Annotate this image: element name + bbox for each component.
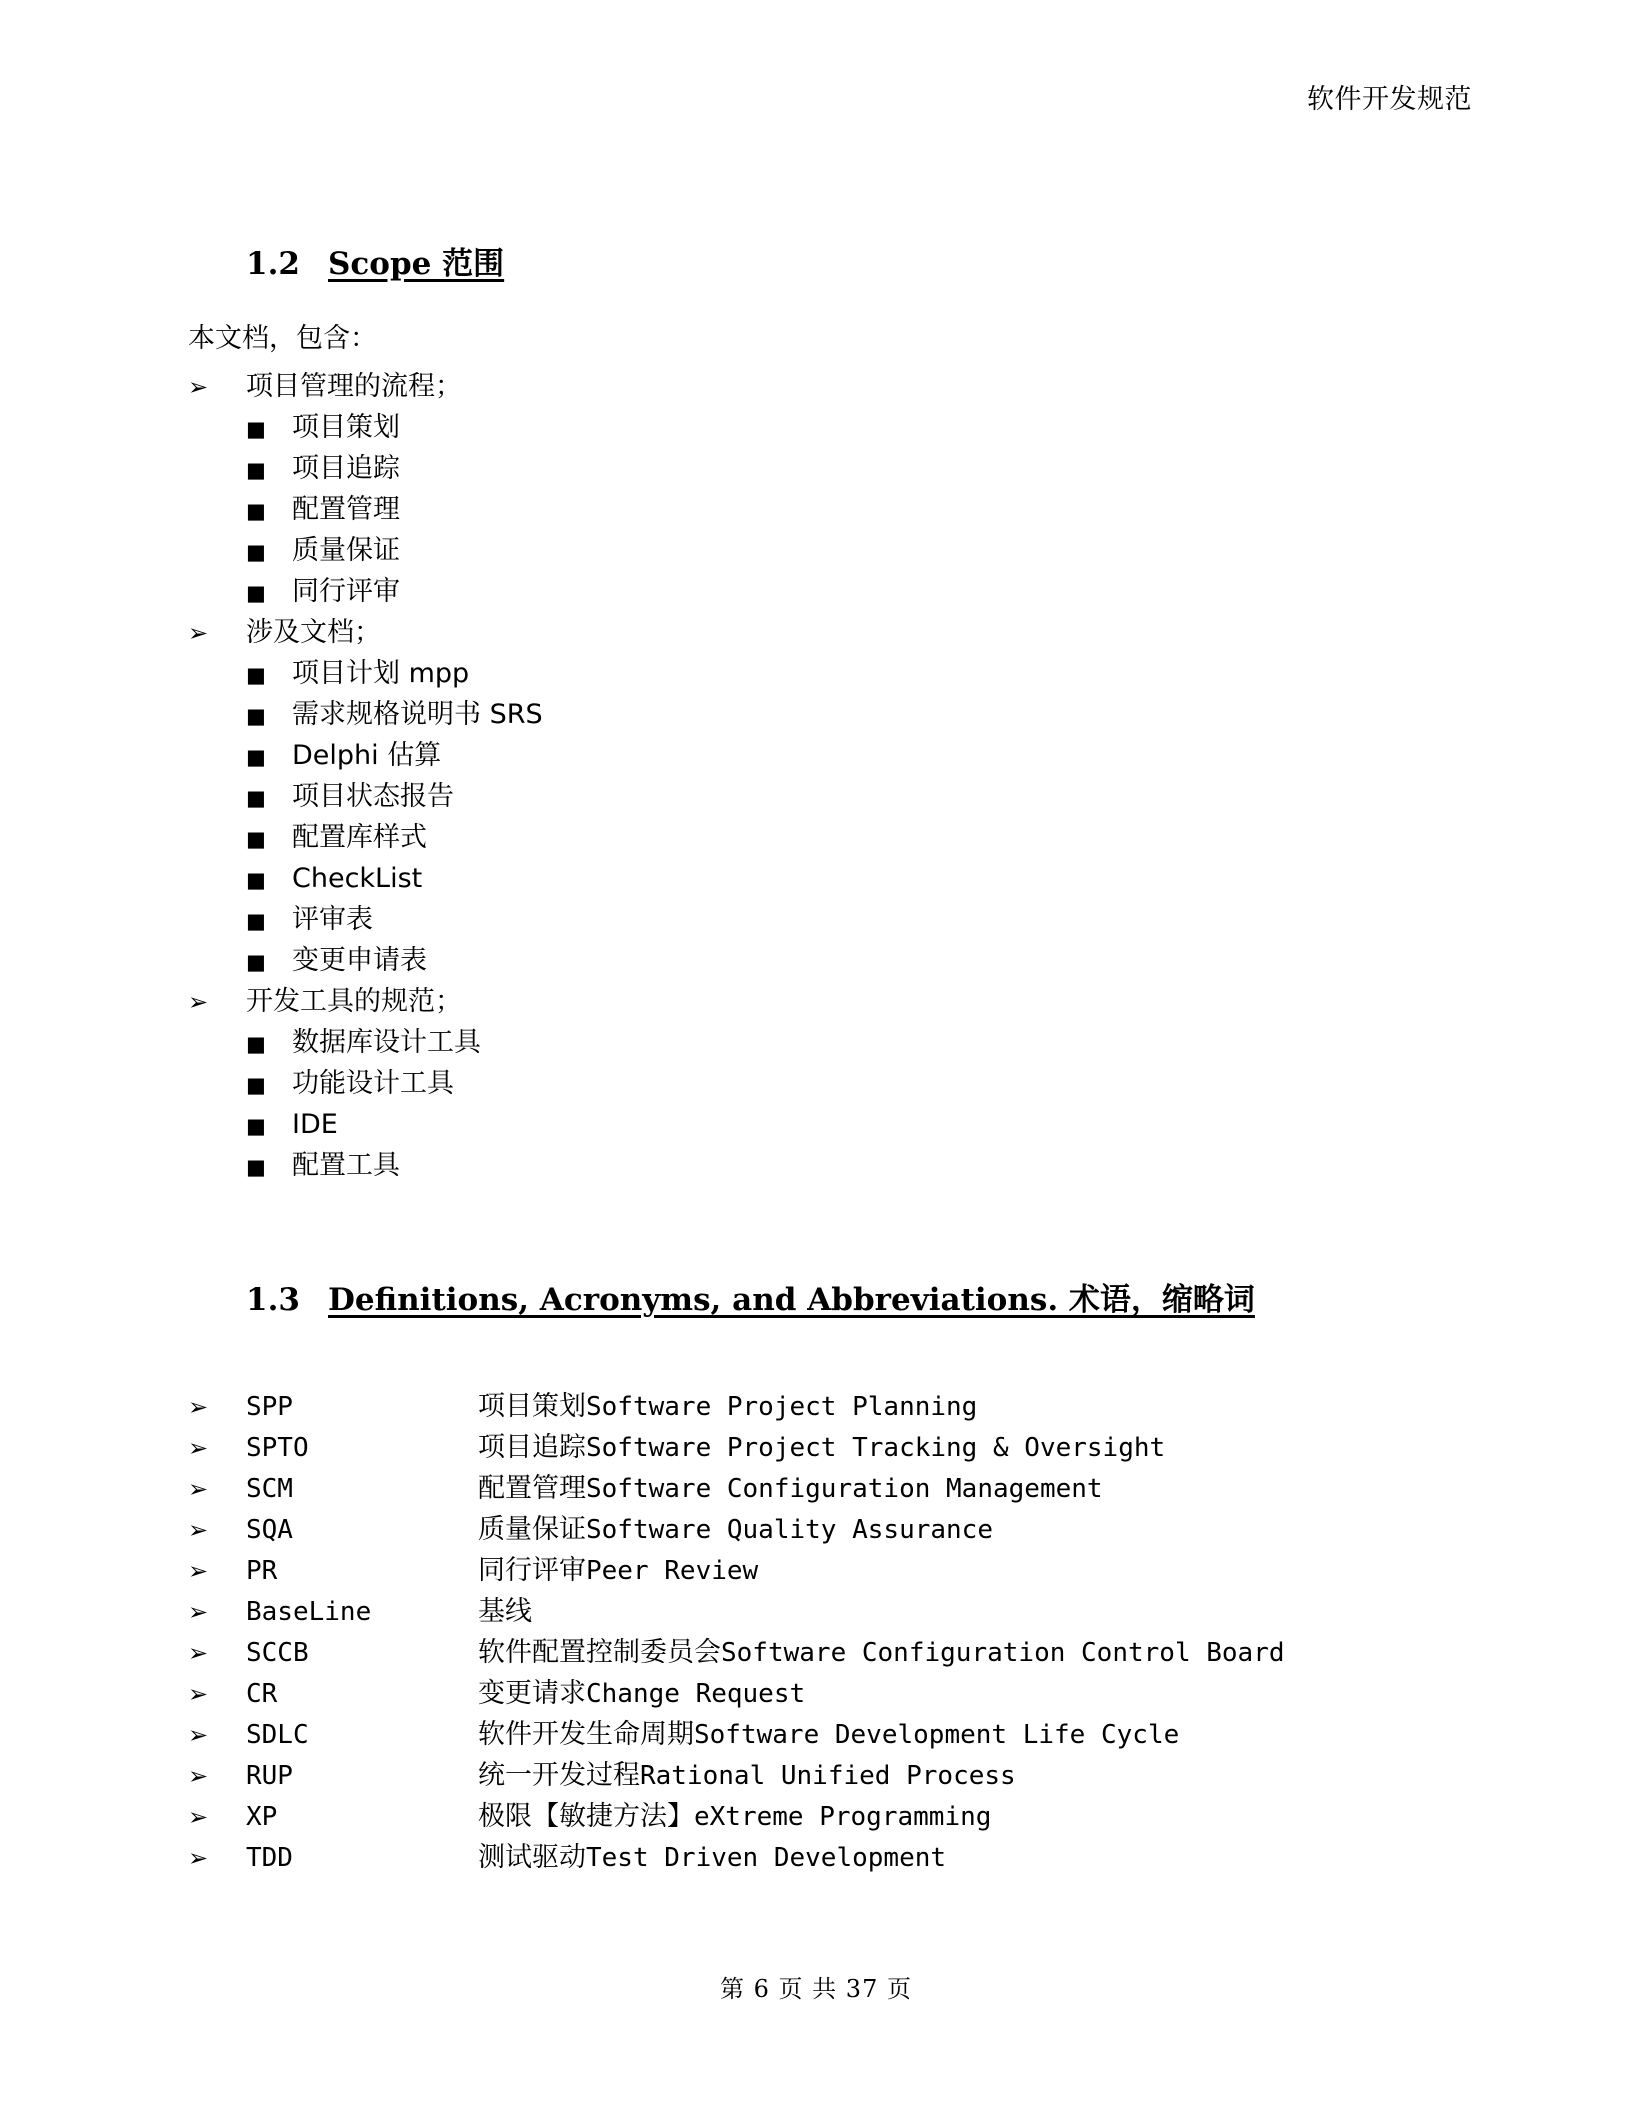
definition-row [188, 1468, 1488, 1509]
definition-meaning-cn: 质量保证 [478, 1514, 586, 1545]
definition-row [188, 1591, 1488, 1632]
page-footer: 第 6 页 共 37 页 [720, 1975, 912, 2003]
scope-item [188, 776, 1388, 817]
definition-meaning-cn: 项目策划 [478, 1391, 586, 1422]
scope-item [188, 817, 1388, 858]
arrow-bullet-icon: ➢ [188, 1639, 209, 1667]
scope-item-label: 项目计划 mpp [292, 658, 470, 689]
definition-row [188, 1632, 1488, 1673]
definition-meaning [478, 1796, 991, 1838]
square-bullet-icon: ■ [246, 827, 266, 851]
definition-meaning-cn: 基线 [478, 1596, 532, 1627]
square-bullet-icon: ■ [246, 458, 266, 482]
scope-item-label: 项目追踪 [292, 453, 400, 484]
definition-meaning-cn: 统一开发过程 [478, 1760, 640, 1791]
square-bullet-icon: ■ [246, 868, 266, 892]
definition-meaning [478, 1673, 805, 1715]
square-bullet-icon: ■ [246, 581, 266, 605]
definition-meaning [478, 1632, 1285, 1674]
square-bullet-icon: ■ [246, 499, 266, 523]
definition-meaning [478, 1755, 1016, 1797]
arrow-bullet-icon: ➢ [188, 1598, 209, 1626]
definition-row [188, 1755, 1488, 1796]
arrow-bullet-icon: ➢ [188, 619, 209, 647]
definition-meaning [478, 1837, 946, 1879]
heading-scope-title: Scope 范围 [328, 246, 505, 282]
definition-meaning-cn: 测试驱动 [478, 1842, 586, 1873]
scope-item-label: 数据库设计工具 [292, 1027, 481, 1058]
scope-item [188, 1022, 1388, 1063]
arrow-bullet-icon: ➢ [188, 1680, 209, 1708]
scope-item-label: 功能设计工具 [292, 1068, 454, 1099]
definition-row [188, 1837, 1488, 1878]
arrow-bullet-icon: ➢ [188, 1803, 209, 1831]
definitions-list [188, 1386, 1488, 1878]
arrow-bullet-icon: ➢ [188, 1557, 209, 1585]
definition-meaning-cn: 极限【敏捷方法】 [478, 1801, 694, 1832]
scope-item [188, 489, 1388, 530]
square-bullet-icon: ■ [246, 540, 266, 564]
definition-row [188, 1673, 1488, 1714]
definition-meaning-cn: 配置管理 [478, 1473, 586, 1504]
scope-item-label: 变更申请表 [292, 945, 427, 976]
scope-item [188, 1063, 1388, 1104]
scope-group [188, 366, 1388, 407]
definition-meaning-en: Software Project Tracking & Oversight [586, 1433, 1166, 1463]
square-bullet-icon: ■ [246, 1155, 266, 1179]
definition-abbreviation: SCM [246, 1474, 293, 1504]
definition-row [188, 1427, 1488, 1468]
arrow-bullet-icon: ➢ [188, 1844, 209, 1872]
scope-item [188, 1104, 1388, 1145]
scope-intro-text: 本文档，包含： [188, 323, 377, 354]
square-bullet-icon: ■ [246, 417, 266, 441]
definition-meaning [478, 1468, 1103, 1510]
heading-scope-number: 1.2 [246, 246, 300, 282]
square-bullet-icon: ■ [246, 704, 266, 728]
definition-meaning-en: Software Quality Assurance [586, 1515, 993, 1545]
definition-meaning-cn: 软件配置控制委员会 [478, 1637, 721, 1668]
definition-meaning [478, 1591, 532, 1632]
scope-item [188, 940, 1388, 981]
definition-meaning-cn: 变更请求 [478, 1678, 586, 1709]
definition-abbreviation: PR [246, 1556, 278, 1586]
definition-abbreviation: SPTO [246, 1433, 309, 1463]
scope-item-label: 质量保证 [292, 535, 400, 566]
arrow-bullet-icon: ➢ [188, 1721, 209, 1749]
heading-definitions [246, 1274, 1255, 1319]
square-bullet-icon: ■ [246, 909, 266, 933]
definition-abbreviation: SCCB [246, 1638, 309, 1668]
definition-meaning-en: Software Configuration Management [586, 1474, 1103, 1504]
arrow-bullet-icon: ➢ [188, 1475, 209, 1503]
definition-row [188, 1550, 1488, 1591]
arrow-bullet-icon: ➢ [188, 1393, 209, 1421]
scope-item-label: 配置管理 [292, 494, 400, 525]
scope-item [188, 407, 1388, 448]
heading-definitions-number: 1.3 [246, 1282, 300, 1318]
scope-item [188, 448, 1388, 489]
definition-abbreviation: TDD [246, 1843, 293, 1873]
arrow-bullet-icon: ➢ [188, 373, 209, 401]
definition-row [188, 1796, 1488, 1837]
scope-item-label: 项目状态报告 [292, 781, 454, 812]
scope-item [188, 858, 1388, 899]
definition-row [188, 1386, 1488, 1427]
definition-meaning-en: Change Request [586, 1679, 806, 1709]
arrow-bullet-icon: ➢ [188, 1516, 209, 1544]
scope-group [188, 981, 1388, 1022]
scope-item [188, 694, 1388, 735]
scope-item [188, 530, 1388, 571]
definition-meaning-en: Software Project Planning [586, 1392, 978, 1422]
definition-meaning-en: Software Development Life Cycle [694, 1720, 1180, 1750]
definition-meaning [478, 1386, 977, 1428]
definition-abbreviation: SPP [246, 1392, 293, 1422]
scope-item-label: IDE [292, 1109, 338, 1140]
square-bullet-icon: ■ [246, 1114, 266, 1138]
scope-group-label: 项目管理的流程； [246, 371, 462, 402]
scope-group-label: 涉及文档； [246, 617, 381, 648]
square-bullet-icon: ■ [246, 1032, 266, 1056]
scope-item-label: Delphi 估算 [292, 740, 442, 771]
definition-row [188, 1509, 1488, 1550]
scope-item-label: 评审表 [292, 904, 373, 935]
definition-row [188, 1714, 1488, 1755]
definition-meaning-cn: 软件开发生命周期 [478, 1719, 694, 1750]
arrow-bullet-icon: ➢ [188, 988, 209, 1016]
scope-item-label: 同行评审 [292, 576, 400, 607]
heading-scope [246, 238, 504, 283]
scope-outline-list [188, 366, 1388, 1186]
definition-abbreviation: RUP [246, 1761, 293, 1791]
scope-item-label: CheckList [292, 863, 423, 894]
definition-meaning [478, 1427, 1165, 1469]
scope-item-label: 需求规格说明书 SRS [292, 699, 543, 730]
scope-item [188, 1145, 1388, 1186]
definition-meaning-en: Software Configuration Control Board [721, 1638, 1285, 1668]
definition-meaning-cn: 同行评审 [478, 1555, 586, 1586]
scope-item-label: 项目策划 [292, 412, 400, 443]
definition-meaning-cn: 项目追踪 [478, 1432, 586, 1463]
definition-abbreviation: XP [246, 1802, 278, 1832]
definition-meaning [478, 1550, 758, 1592]
scope-group [188, 612, 1388, 653]
square-bullet-icon: ■ [246, 786, 266, 810]
definition-abbreviation: BaseLine [246, 1597, 372, 1627]
scope-item [188, 653, 1388, 694]
definition-abbreviation: CR [246, 1679, 278, 1709]
square-bullet-icon: ■ [246, 950, 266, 974]
heading-definitions-title: Definitions, Acronyms, and Abbreviations. 术语，缩略词 [328, 1282, 1255, 1318]
square-bullet-icon: ■ [246, 663, 266, 687]
scope-item [188, 571, 1388, 612]
definition-meaning-en: eXtreme Programming [694, 1802, 992, 1832]
definition-abbreviation: SQA [246, 1515, 293, 1545]
definition-meaning [478, 1509, 993, 1551]
definition-meaning-en: Peer Review [586, 1556, 759, 1586]
scope-item-label: 配置库样式 [292, 822, 427, 853]
scope-item-label: 配置工具 [292, 1150, 400, 1181]
definition-meaning [478, 1714, 1179, 1756]
definition-meaning-en: Rational Unified Process [640, 1761, 1016, 1791]
arrow-bullet-icon: ➢ [188, 1762, 209, 1790]
scope-group-label: 开发工具的规范； [246, 986, 462, 1017]
running-header: 软件开发规范 [1307, 84, 1472, 115]
definition-abbreviation: SDLC [246, 1720, 309, 1750]
square-bullet-icon: ■ [246, 1073, 266, 1097]
scope-item [188, 899, 1388, 940]
definition-meaning-en: Test Driven Development [586, 1843, 947, 1873]
arrow-bullet-icon: ➢ [188, 1434, 209, 1462]
scope-item [188, 735, 1388, 776]
square-bullet-icon: ■ [246, 745, 266, 769]
